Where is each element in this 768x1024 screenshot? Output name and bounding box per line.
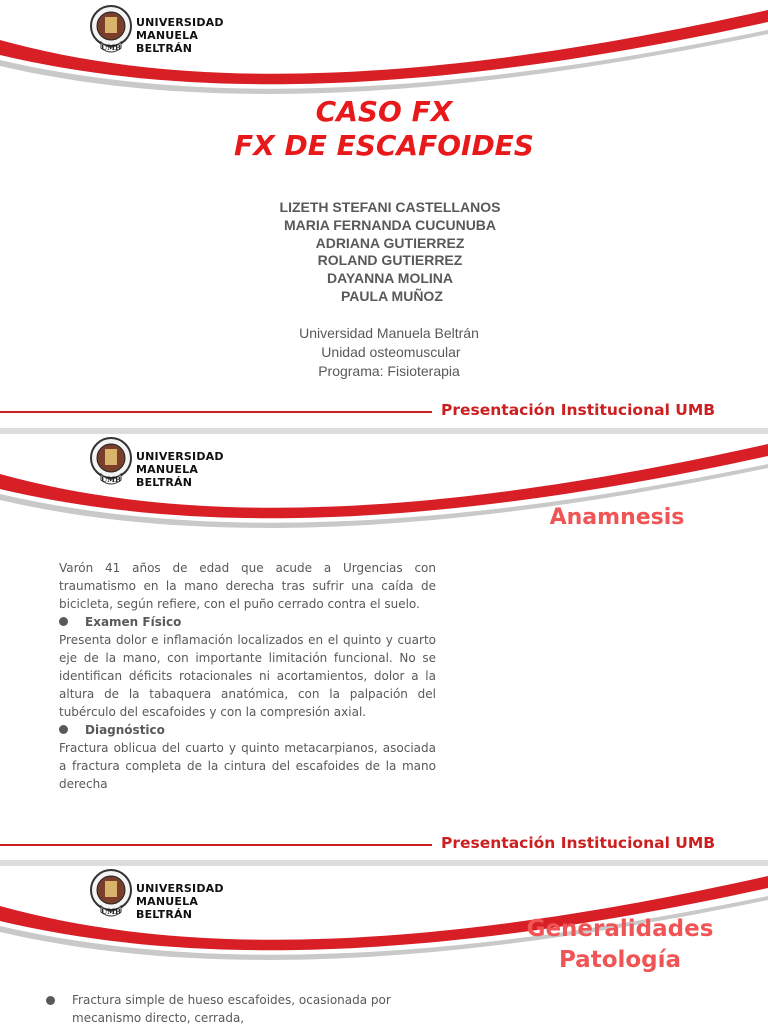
anamnesis-intro: Varón 41 años de edad que acude a Urgencias con traumatismo en la mano derecha tras sufrir una caída de bicicleta, según refiere, con el puño cerrado contra el suelo. [59, 561, 436, 611]
author-name: LIZETH STEFANI CASTELLANOS [279, 199, 501, 215]
footer-label: Presentación Institucional UMB [441, 401, 716, 419]
institution-info [0, 324, 768, 381]
bullet-icon [59, 617, 68, 626]
institution-name: Universidad Manuela Beltrán [299, 325, 479, 341]
logo-line-2: MANUELA BELTRÁN [136, 895, 199, 921]
university-logo [88, 868, 258, 924]
anamnesis-body [59, 559, 436, 793]
author-list [0, 199, 768, 306]
diagnosis-heading: Diagnóstico [59, 721, 436, 739]
slide-3 [0, 866, 768, 1024]
footer-label: Presentación Institucional UMB [441, 834, 735, 852]
title-line-1: CASO FX [315, 95, 453, 128]
seal-icon [88, 436, 134, 488]
author-name: ADRIANA GUTIERREZ [315, 234, 465, 251]
seal-text: UMB [101, 475, 121, 484]
footer-line [0, 411, 432, 413]
exam-text: Presenta dolor e inflamación localizados en el quinto y cuarto eje de la mano, con importante limitación funcional. No se identifican déficits rotacionales ni acortamientos, dolor a la altura de la tabaquera anatómica, con la palpación del tubérculo del escafoides y con la compresión axial. [59, 633, 436, 719]
list-item-text: Fractura simple de hueso escafoides, ocasionada por mecanismo directo, cerrada, [72, 993, 391, 1024]
university-logo [88, 4, 258, 60]
diagnosis-text: Fractura oblicua del cuarto y quinto metacarpianos, asociada a fractura completa de la cintura del escafoides de la mano derecha [59, 741, 436, 791]
exam-heading: Examen Físico [59, 613, 436, 631]
seal-text: UMB [101, 43, 121, 52]
list-item [46, 991, 406, 1024]
logo-line-1: UNIVERSIDAD [136, 450, 224, 463]
bullet-icon [46, 996, 55, 1005]
author-name: MARIA FERNANDA CUCUNUBA [283, 216, 497, 233]
heading-line-1: Generalidades [526, 916, 714, 942]
logo-line-1: UNIVERSIDAD [136, 16, 224, 29]
slide-1 [0, 0, 768, 428]
bullet-icon [59, 725, 68, 734]
logo-line-2: MANUELA BELTRÁN [136, 29, 199, 55]
university-logo [88, 436, 258, 492]
footer-line [0, 844, 432, 846]
author-name: ROLAND GUTIERREZ [317, 252, 463, 269]
title-line-2: FX DE ESCAFOIDES [234, 129, 534, 162]
section-heading: Anamnesis [549, 505, 685, 530]
slide-title [0, 95, 768, 163]
author-name: PAULA MUÑOZ [337, 287, 443, 304]
section-heading [500, 914, 740, 976]
logo-line-2: MANUELA BELTRÁN [136, 463, 199, 489]
logo-line-1: UNIVERSIDAD [136, 882, 224, 895]
author-name: DAYANNA MOLINA [326, 270, 453, 287]
slide-2 [0, 434, 768, 860]
institution-unit: Unidad osteomuscular [317, 344, 461, 360]
seal-icon [88, 868, 134, 920]
seal-icon [88, 4, 134, 56]
seal-text: UMB [101, 907, 121, 916]
generalities-list [46, 991, 406, 1024]
institution-program: Programa: Fisioterapia [318, 363, 460, 379]
heading-line-2: Patología [558, 947, 682, 973]
